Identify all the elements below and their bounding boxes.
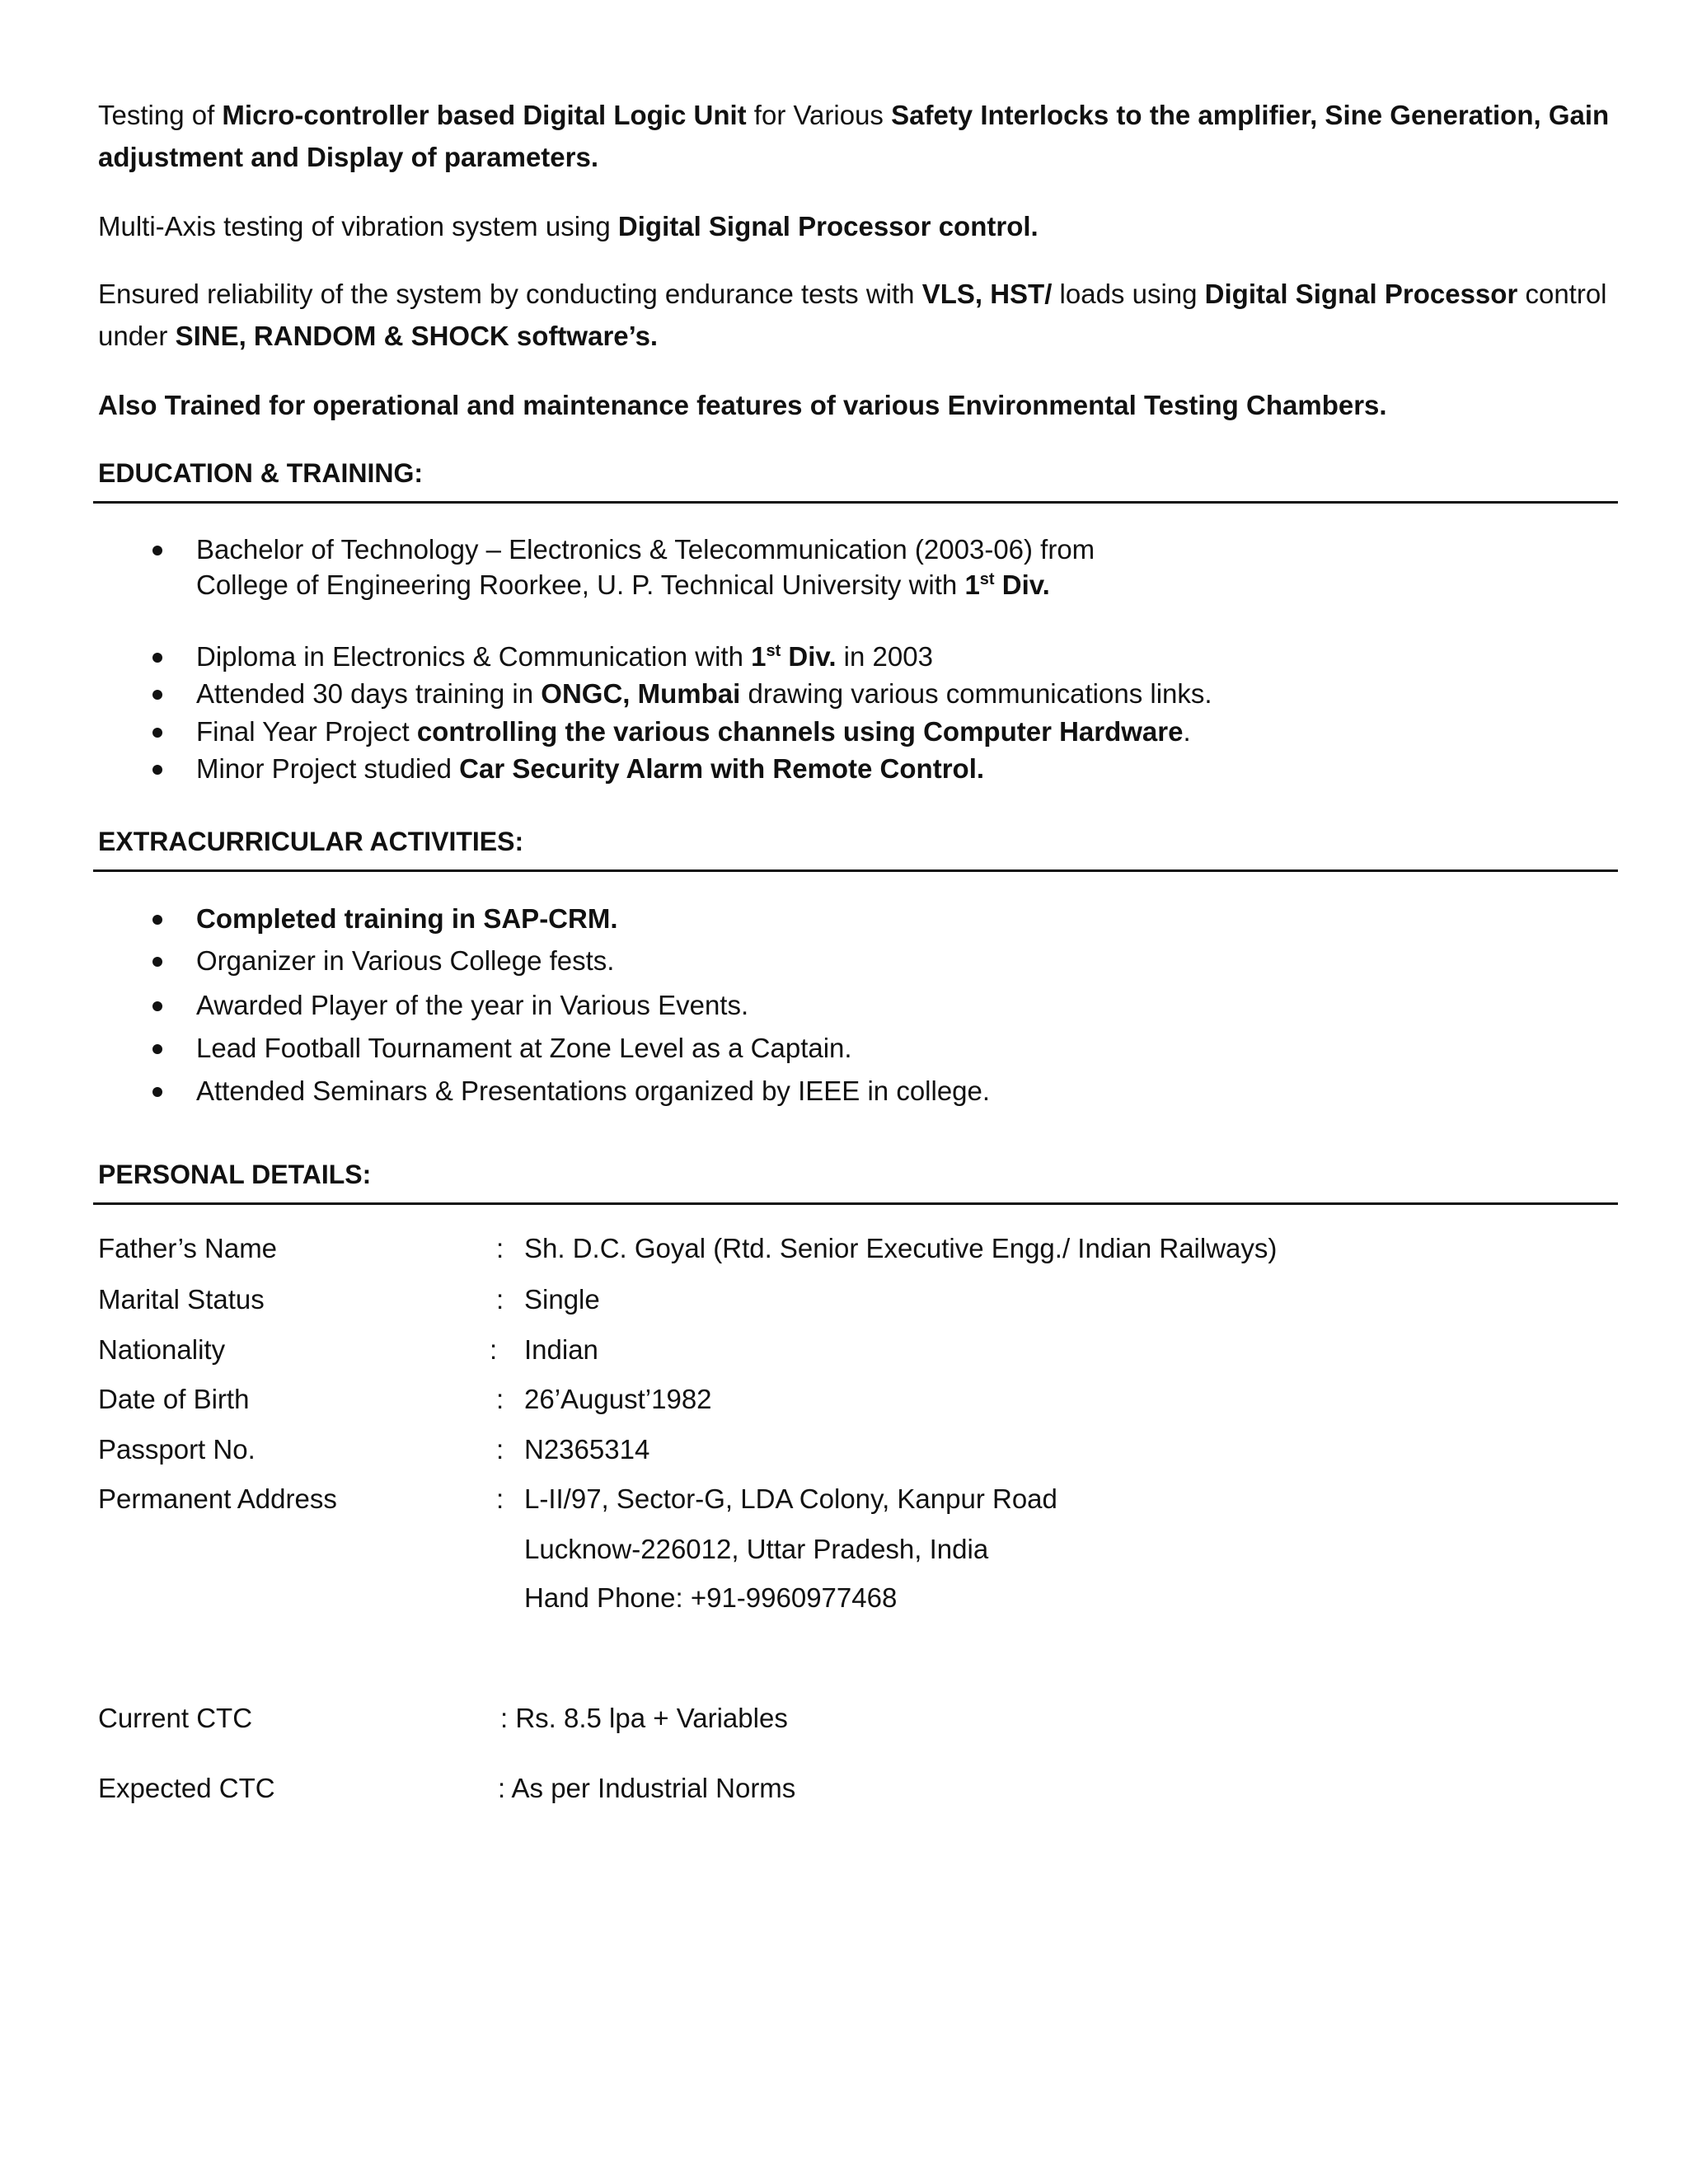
text-bold: 1 (964, 569, 980, 600)
intro-paragraph-4 (98, 384, 1615, 426)
text: Attended 30 days training in (196, 678, 542, 709)
bullet-icon (152, 1001, 162, 1011)
field-separator: : (496, 1233, 504, 1263)
field-value: N2365314 (524, 1434, 650, 1465)
text-bold: Also Trained for operational and maintenance features of various Environmental Testing Chambers. (98, 390, 1387, 420)
text-bold: Safety Interlocks to the amplifier, Sine Generation, Gain adjustment and Display of parameters. (98, 100, 1610, 172)
section-divider (93, 1202, 1618, 1205)
bullet-icon (152, 690, 162, 700)
field-label: Expected CTC (98, 1773, 275, 1803)
education-item-text (196, 567, 1050, 603)
text-bold: ONGC, Mumbai (541, 678, 741, 709)
text: control under (98, 279, 1607, 351)
section-divider (93, 869, 1618, 872)
field-separator: : (496, 1434, 504, 1465)
intro-paragraph-3 (98, 273, 1615, 357)
field-value: Sh. D.C. Goyal (Rtd. Senior Executive Engg./ Indian Railways) (524, 1233, 1278, 1263)
text-bold: 1 (751, 641, 767, 672)
text-bold: SINE, RANDOM & SHOCK software’s. (175, 321, 659, 351)
bullet-icon (152, 765, 162, 775)
field-label: Current CTC (98, 1703, 253, 1733)
text-bold: Div. (994, 569, 1050, 600)
field-label: Father’s Name (98, 1233, 278, 1263)
education-item-text (196, 714, 1191, 750)
superscript: st (979, 570, 995, 588)
text: College of Engineering Roorkee, U. P. Technical University with (196, 569, 965, 600)
bullet-icon (152, 546, 162, 555)
text: Ensured reliability of the system by conducting endurance tests with (98, 279, 922, 309)
text: Final Year Project (196, 716, 417, 747)
text: Minor Project studied (196, 753, 460, 784)
text-bold: Digital Signal Processor control. (617, 211, 1039, 241)
superscript: st (766, 642, 781, 660)
phone-line: Hand Phone: +91-9960977468 (524, 1582, 898, 1613)
education-heading: EDUCATION & TRAINING: (98, 458, 424, 488)
bullet-icon (152, 1087, 162, 1097)
field-value: 26’August’1982 (524, 1384, 712, 1414)
text: Testing of (98, 100, 223, 130)
field-separator: : (490, 1334, 498, 1365)
extracurricular-item-text: Completed training in SAP-CRM. (196, 903, 618, 934)
text-bold: Div. (781, 641, 837, 672)
bullet-icon (152, 1044, 162, 1054)
bullet-icon (152, 728, 162, 738)
text-bold: Car Security Alarm with Remote Control. (459, 753, 985, 784)
personal-details-heading: PERSONAL DETAILS: (98, 1160, 372, 1189)
text-bold: Digital Signal Processor (1204, 279, 1518, 309)
intro-paragraph-2 (98, 205, 1615, 247)
bullet-icon (152, 915, 162, 925)
text-bold: Micro-controller based Digital Logic Unit (222, 100, 747, 130)
text: for Various (746, 100, 892, 130)
text-bold: controlling the various channels using Computer Hardware (416, 716, 1184, 747)
text: Diploma in Electronics & Communication with (196, 641, 752, 672)
bullet-icon (152, 957, 162, 967)
education-item-text (196, 751, 984, 787)
field-separator: : (496, 1483, 504, 1514)
education-item-text: Bachelor of Technology – Electronics & Telecommunication (2003-06) from (196, 534, 1095, 565)
extracurricular-item-text: Organizer in Various College fests. (196, 945, 615, 976)
text: . (1183, 716, 1191, 747)
field-value: Single (524, 1284, 600, 1315)
field-separator: : (496, 1284, 504, 1315)
text-bold: VLS, HST/ (921, 279, 1053, 309)
text: Multi-Axis testing of vibration system using (98, 211, 618, 241)
education-item-text (196, 639, 933, 675)
field-label: Marital Status (98, 1284, 265, 1315)
address-line-2: Lucknow-226012, Uttar Pradesh, India (524, 1534, 989, 1564)
field-label: Passport No. (98, 1434, 256, 1465)
field-value: Indian (524, 1334, 598, 1365)
field-value: : Rs. 8.5 lpa + Variables (500, 1703, 788, 1733)
field-value: : As per Industrial Norms (498, 1773, 796, 1803)
field-label: Date of Birth (98, 1384, 250, 1414)
extracurricular-item-text: Awarded Player of the year in Various Events. (196, 990, 749, 1020)
section-divider (93, 501, 1618, 504)
text: drawing various communications links. (740, 678, 1212, 709)
extracurricular-heading: EXTRACURRICULAR ACTIVITIES: (98, 827, 524, 856)
extracurricular-item-text: Lead Football Tournament at Zone Level as a Captain. (196, 1033, 852, 1063)
extracurricular-item-text: Attended Seminars & Presentations organized by IEEE in college. (196, 1076, 991, 1106)
education-item-text (196, 676, 1212, 712)
text: in 2003 (836, 641, 933, 672)
text: loads using (1052, 279, 1205, 309)
field-label: Permanent Address (98, 1483, 337, 1514)
field-separator: : (496, 1384, 504, 1414)
field-value: L-II/97, Sector-G, LDA Colony, Kanpur Road (524, 1483, 1057, 1514)
bullet-icon (152, 653, 162, 663)
intro-paragraph-1 (98, 94, 1615, 178)
field-label: Nationality (98, 1334, 226, 1365)
